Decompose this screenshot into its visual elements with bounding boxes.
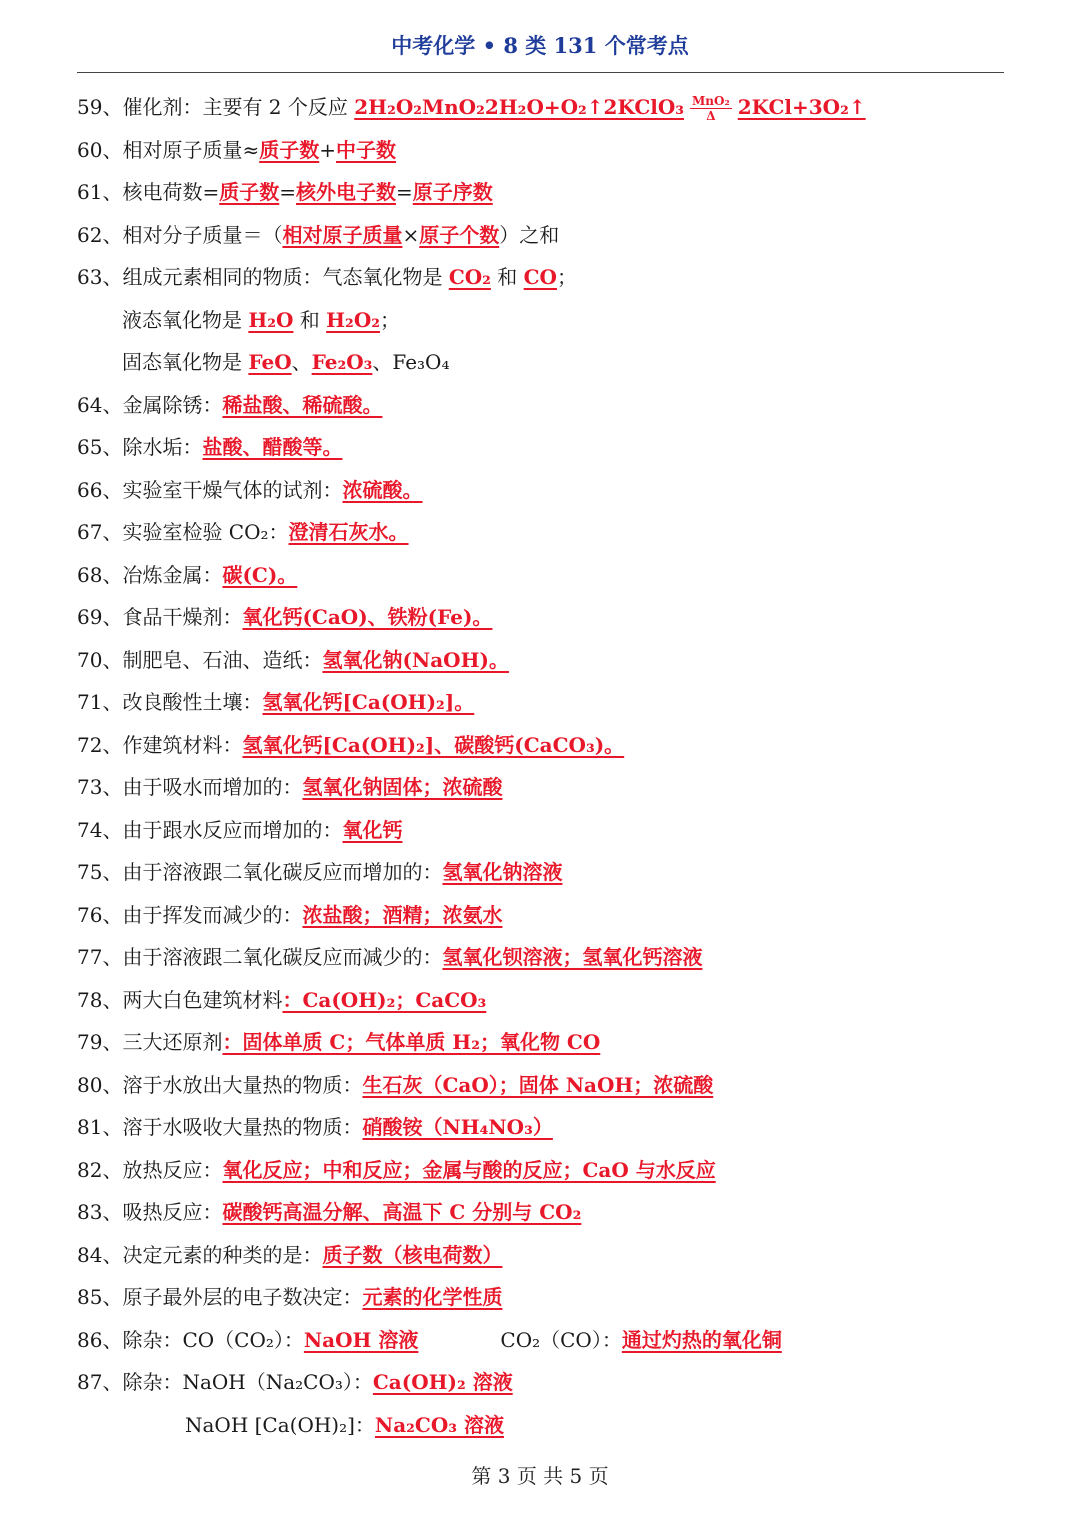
separator: 和 [490, 265, 524, 289]
answer-text: 原子个数 [419, 222, 500, 247]
question-text: NaOH [Ca(OH)₂]： [185, 1412, 375, 1437]
answer-text: CO [523, 265, 557, 289]
answer-text: 氧化反应；中和反应；金属与酸的反应；CaO 与水反应 [222, 1157, 716, 1182]
question-text: 69、食品干燥剂： [77, 605, 243, 629]
question-text: 63、组成元素相同的物质：气态氧化物是 [77, 265, 449, 289]
trailing-text: ； [380, 307, 400, 332]
answer-text: 质子数 [219, 180, 280, 204]
item-84 [77, 1235, 1017, 1278]
item-70 [77, 640, 1017, 683]
trailing-text: 、Fe₃O₄ [372, 350, 450, 374]
trailing-text: ； [556, 265, 577, 289]
answer-text: FeO [248, 350, 292, 374]
header-divider [77, 72, 1004, 73]
item-73 [77, 767, 1017, 810]
item-79 [77, 1022, 1017, 1065]
question-text: 66、实验室干燥气体的试剂： [77, 477, 343, 502]
answer-text: 氢氧化钡溶液；氢氧化钙溶液 [442, 945, 703, 969]
question-text: 85、原子最外层的电子数决定： [77, 1285, 363, 1309]
item-63-liquid [77, 300, 1017, 343]
catalyst-condition [690, 95, 732, 122]
question-text: 68、冶炼金属： [77, 562, 223, 587]
item-77 [77, 937, 1017, 980]
item-68 [77, 555, 1017, 598]
answer-text: 浓硫酸。 [342, 477, 423, 502]
item-82 [77, 1150, 1017, 1193]
question-text: 75、由于溶液跟二氧化碳反应而增加的： [77, 860, 443, 884]
question-text: 70、制肥皂、石油、造纸： [77, 647, 323, 672]
item-59 [77, 87, 1017, 130]
question-text: 65、除水垢： [77, 435, 203, 459]
separator: = [279, 180, 296, 204]
question-text: 61、核电荷数= [77, 180, 220, 204]
answer-text: CO₂ [448, 265, 491, 289]
answer-text: 2KCl+3O₂↑ [737, 95, 866, 119]
item-65 [77, 427, 1017, 470]
answer-text: 硝酸铵（NH₄NO₃） [362, 1115, 553, 1139]
answer-text: 氢氧化钠固体；浓硫酸 [302, 775, 503, 799]
answer-text: 稀盐酸、稀硫酸。 [222, 392, 383, 417]
item-86 [77, 1320, 1017, 1363]
question-text: 60、相对原子质量≈ [77, 137, 260, 162]
separator: = [395, 180, 413, 204]
answer-text: 2H₂O₂MnO₂2H₂O+O₂↑2KClO₃ [354, 95, 685, 119]
question-text: 59、催化剂：主要有 2 个反应 [77, 95, 355, 119]
answer-text: 氧化钙(CaO)、铁粉(Fe)。 [242, 605, 493, 629]
question-text: 液态氧化物是 [122, 307, 249, 332]
answer-text: ：固体单质 C；气体单质 H₂；氧化物 CO [222, 1030, 601, 1054]
item-61 [77, 172, 1017, 215]
answer-text: 氢氧化钠溶液 [442, 860, 563, 884]
question-text: 67、实验室检验 CO₂： [77, 520, 289, 544]
item-80 [77, 1065, 1017, 1108]
separator: 和 [293, 307, 327, 332]
answer-text: 原子序数 [412, 180, 493, 204]
catalyst-label: MnO₂ [692, 94, 730, 108]
answer-text: ：Ca(OH)₂；CaCO₃ [282, 987, 487, 1012]
answer-text: 氢氧化钙[Ca(OH)₂]。 [262, 690, 475, 714]
item-69 [77, 597, 1017, 640]
question-text: 80、溶于水放出大量热的物质： [77, 1072, 363, 1097]
answer-text: 碳(C)。 [222, 562, 298, 587]
item-74 [77, 810, 1017, 853]
question-text: 83、吸热反应： [77, 1200, 223, 1224]
item-87 [77, 1362, 1017, 1405]
answer-text: 浓盐酸；酒精；浓氨水 [302, 902, 503, 927]
answer-text: 核外电子数 [295, 180, 396, 204]
answer-text: 生石灰（CaO）；固体 NaOH；浓硫酸 [362, 1072, 714, 1097]
item-66 [77, 470, 1017, 513]
question-text: 77、由于溶液跟二氧化碳反应而减少的： [77, 945, 443, 969]
question-text: 82、放热反应： [77, 1157, 223, 1182]
item-67 [77, 512, 1017, 555]
item-63 [77, 257, 1017, 300]
question-text: 79、三大还原剂 [77, 1030, 223, 1054]
item-72 [77, 725, 1017, 768]
answer-text: 元素的化学性质 [362, 1285, 503, 1309]
item-81 [77, 1107, 1017, 1150]
question-text: 74、由于跟水反应而增加的： [77, 817, 343, 842]
page-header-title: 中考化学 • 8 类 131 个常考点 [391, 33, 689, 58]
answer-text: 澄清石灰水。 [288, 520, 409, 544]
answer-text: 通过灼热的氧化铜 [621, 1327, 782, 1352]
answer-text: 质子数 [259, 137, 320, 162]
answer-text: 质子数（核电荷数） [322, 1242, 503, 1267]
answer-text: 相对原子质量 [282, 222, 403, 247]
question-text: 72、作建筑材料： [77, 732, 243, 757]
answer-text: 氢氧化钠(NaOH)。 [322, 647, 509, 672]
separator: + [319, 137, 336, 162]
question-text: 73、由于吸水而增加的： [77, 775, 303, 799]
item-62 [77, 215, 1017, 258]
question-text: 固态氧化物是 [122, 350, 249, 374]
answer-text: Na₂CO₃ 溶液 [374, 1412, 504, 1437]
question-text: 71、改良酸性土壤： [77, 690, 263, 714]
answer-text: 中子数 [335, 137, 396, 162]
question-text: 81、溶于水吸收大量热的物质： [77, 1115, 363, 1139]
question-text: 64、金属除锈： [77, 392, 223, 417]
question-text: 62、相对分子质量＝（ [77, 222, 283, 247]
question-text: 87、除杂：NaOH（Na₂CO₃）： [77, 1370, 373, 1394]
page-number-footer: 第 3 页 共 5 页 [471, 1464, 609, 1488]
answer-text: 氢氧化钙[Ca(OH)₂]、碳酸钙(CaCO₃)。 [242, 732, 625, 757]
item-64 [77, 385, 1017, 428]
answer-text: Fe₂O₃ [311, 350, 373, 374]
trailing-text: ）之和 [499, 222, 560, 247]
item-75 [77, 852, 1017, 895]
document-body [77, 87, 1017, 1447]
question-text: 86、除杂：CO（CO₂）： [77, 1327, 304, 1352]
item-85 [77, 1277, 1017, 1320]
answer-text: 盐酸、醋酸等。 [202, 435, 343, 459]
answer-text: H₂O [248, 307, 294, 332]
question-text: 84、决定元素的种类的是： [77, 1242, 323, 1267]
item-87-b [77, 1405, 1017, 1448]
question-text: 76、由于挥发而减少的： [77, 902, 303, 927]
answer-text: H₂O₂ [326, 307, 380, 332]
item-78 [77, 980, 1017, 1023]
answer-text: 碳酸钙高温分解、高温下 C 分别与 CO₂ [222, 1200, 582, 1224]
question-text: 78、两大白色建筑材料 [77, 987, 283, 1012]
question-text: CO₂（CO）： [500, 1327, 622, 1352]
item-63-solid [77, 342, 1017, 385]
answer-text: 氧化钙 [342, 817, 403, 842]
item-76 [77, 895, 1017, 938]
heat-symbol: Δ [706, 109, 716, 123]
item-83 [77, 1192, 1017, 1235]
answer-text: Ca(OH)₂ 溶液 [372, 1370, 513, 1394]
answer-text: NaOH 溶液 [303, 1327, 419, 1352]
item-60 [77, 130, 1017, 173]
separator: 、 [291, 350, 312, 374]
separator: × [402, 222, 420, 247]
item-71 [77, 682, 1017, 725]
